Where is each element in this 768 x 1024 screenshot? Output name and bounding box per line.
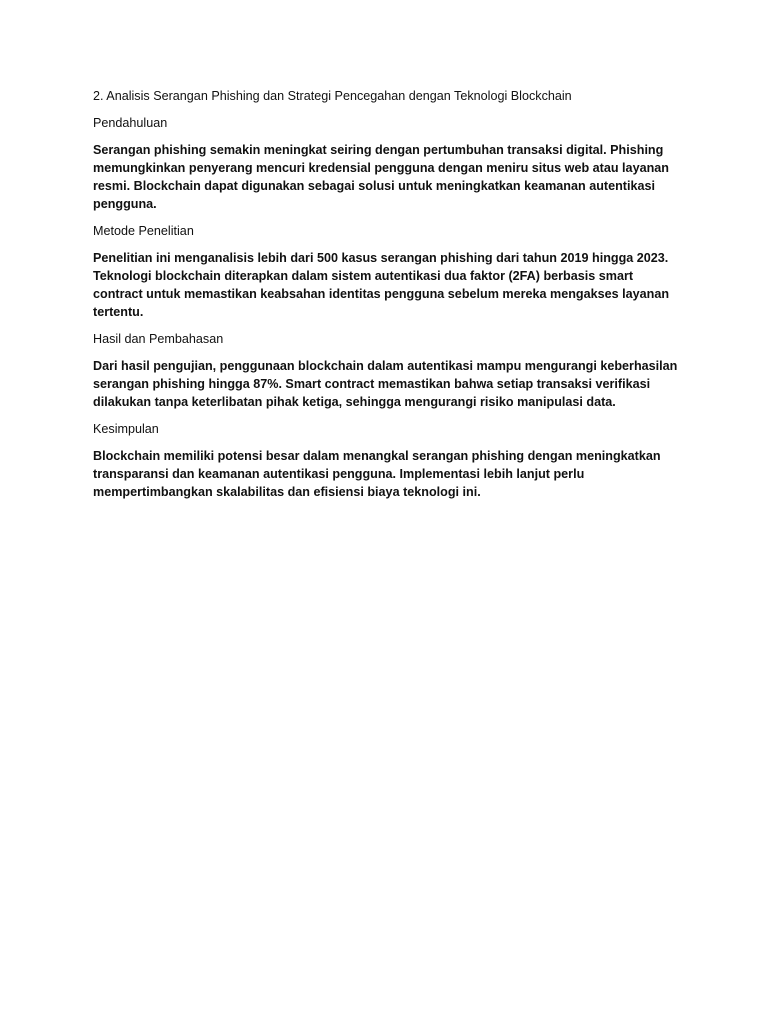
section-heading-hasil: Hasil dan Pembahasan: [93, 332, 224, 346]
section-heading-pendahuluan: Pendahuluan: [93, 116, 168, 130]
section-body-metode: Penelitian ini menganalisis lebih dari 500 kasus serangan phishing dari tahun 2019 hingga 2023. Teknologi blockchain diterapkan dalam sistem autentikasi dua faktor (2FA) berbasis smart contract untuk memastikan keabsahan identitas pengguna sebelum mereka mengakses layanan tertentu.: [93, 251, 670, 319]
section-heading-metode: Metode Penelitian: [93, 224, 194, 238]
section-body-kesimpulan: Blockchain memiliki potensi besar dalam menangkal serangan phishing dengan meningkatkan transparansi dan keamanan autentikasi pengguna. Implementasi lebih lanjut perlu mempertimbangkan skalabilitas dan efisiensi biaya teknologi ini.: [93, 449, 661, 499]
section-body-pendahuluan: Serangan phishing semakin meningkat seiring dengan pertumbuhan transaksi digital. Phishing memungkinkan penyerang mencuri kredensial pengguna dengan meniru situs web atau layanan resmi. Blockchain dapat digunakan sebagai solusi untuk meningkatkan keamanan autentikasi pengguna.: [93, 143, 669, 211]
document-title: 2. Analisis Serangan Phishing dan Strategi Pencegahan dengan Teknologi Blockchain: [93, 89, 572, 103]
section-heading-kesimpulan: Kesimpulan: [93, 422, 159, 436]
section-body-hasil: Dari hasil pengujian, penggunaan blockchain dalam autentikasi mampu mengurangi keberhasilan serangan phishing hingga 87%. Smart contract memastikan bahwa setiap transaksi verifikasi dilakukan tanpa keterlibatan pihak ketiga, sehingga mengurangi risiko manipulasi data.: [93, 359, 678, 409]
document-page: [93, 87, 683, 510]
